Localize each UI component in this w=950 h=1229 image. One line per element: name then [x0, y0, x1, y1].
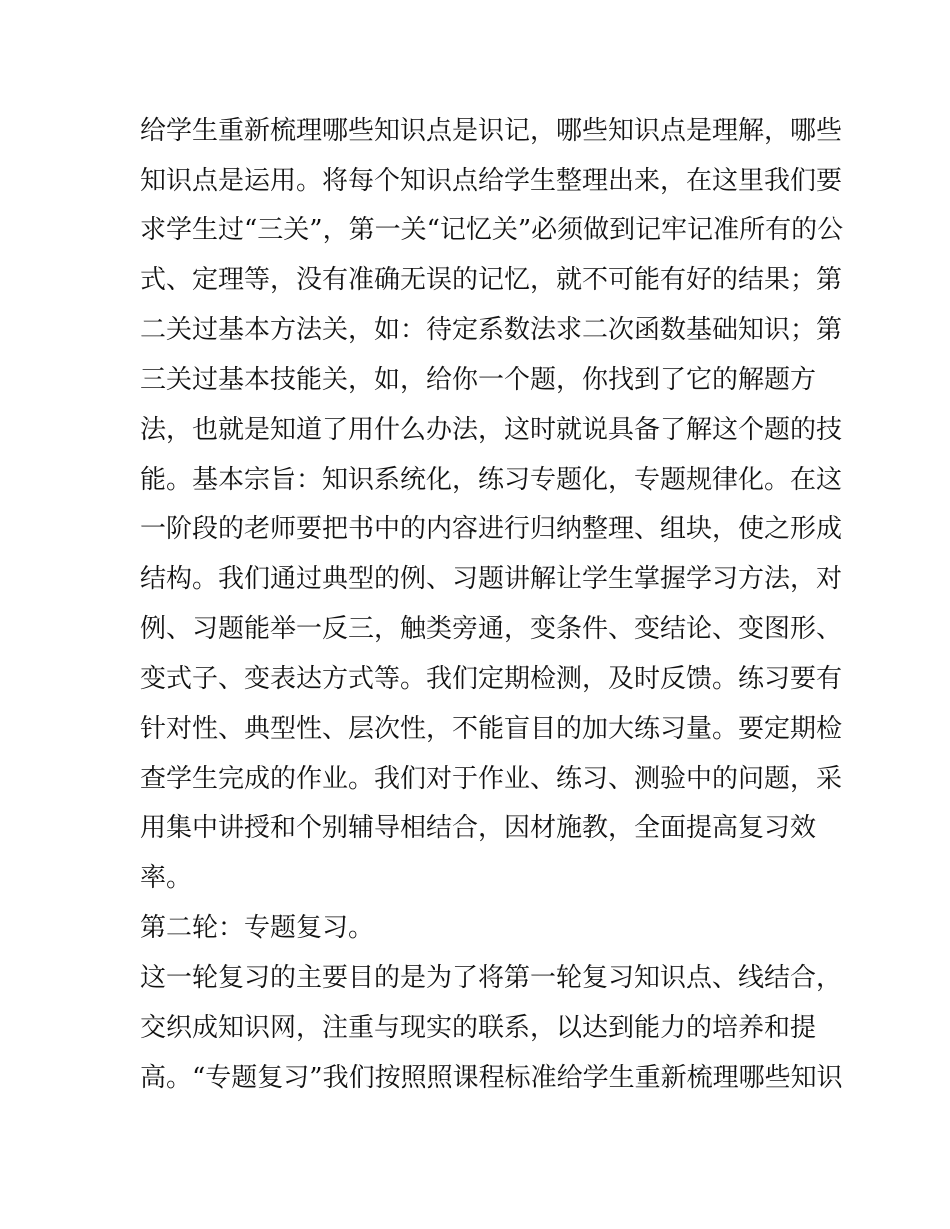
- text-line: 三关过基本技能关，如，给你一个题，你找到了它的解题方: [140, 365, 817, 395]
- text-line: 针对性、典型性、层次性，不能盲目的加大练习量。要定期检: [140, 714, 843, 744]
- text-line: 变式子、变表达方式等。我们定期检测，及时反馈。练习要有: [140, 664, 843, 694]
- text-line: 查学生完成的作业。我们对于作业、练习、测验中的问题，采: [140, 764, 843, 794]
- text-line: 用集中讲授和个别辅导相结合，因材施教，全面提高复习效: [140, 813, 817, 843]
- text-line: 高。“专题复习”我们按照照课程标准给学生重新梳理哪些知识: [140, 1063, 843, 1093]
- text-line: 一阶段的老师要把书中的内容进行归纳整理、组块，使之形成: [140, 514, 843, 544]
- section-heading: 第二轮：专题复习。: [140, 913, 375, 943]
- text-line: 法，也就是知道了用什么办法，这时就说具备了解这个题的技: [140, 415, 843, 445]
- text-line: 求学生过“三关”，第一关“记忆关”必须做到记牢记准所有的公: [140, 215, 844, 245]
- text-line: 例、习题能举一反三，触类旁通，变条件、变结论、变图形、: [140, 614, 843, 644]
- text-line: 二关过基本方法关，如：待定系数法求二次函数基础知识；第: [140, 315, 843, 345]
- text-line: 能。基本宗旨：知识系统化，练习专题化，专题规律化。在这: [140, 465, 843, 495]
- text-line: 这一轮复习的主要目的是为了将第一轮复习知识点、线结合，: [140, 963, 843, 993]
- text-line: 率。: [140, 863, 193, 893]
- text-line: 式、定理等，没有准确无误的记忆，就不可能有好的结果；第: [140, 265, 843, 295]
- text-line: 交织成知识网，注重与现实的联系，以达到能力的培养和提: [140, 1013, 817, 1043]
- text-line: 给学生重新梳理哪些知识点是识记，哪些知识点是理解，哪些: [140, 116, 843, 146]
- text-line: 结构。我们通过典型的例、习题讲解让学生掌握学习方法，对: [140, 564, 843, 594]
- text-line: 知识点是运用。将每个知识点给学生整理出来，在这里我们要: [140, 166, 843, 196]
